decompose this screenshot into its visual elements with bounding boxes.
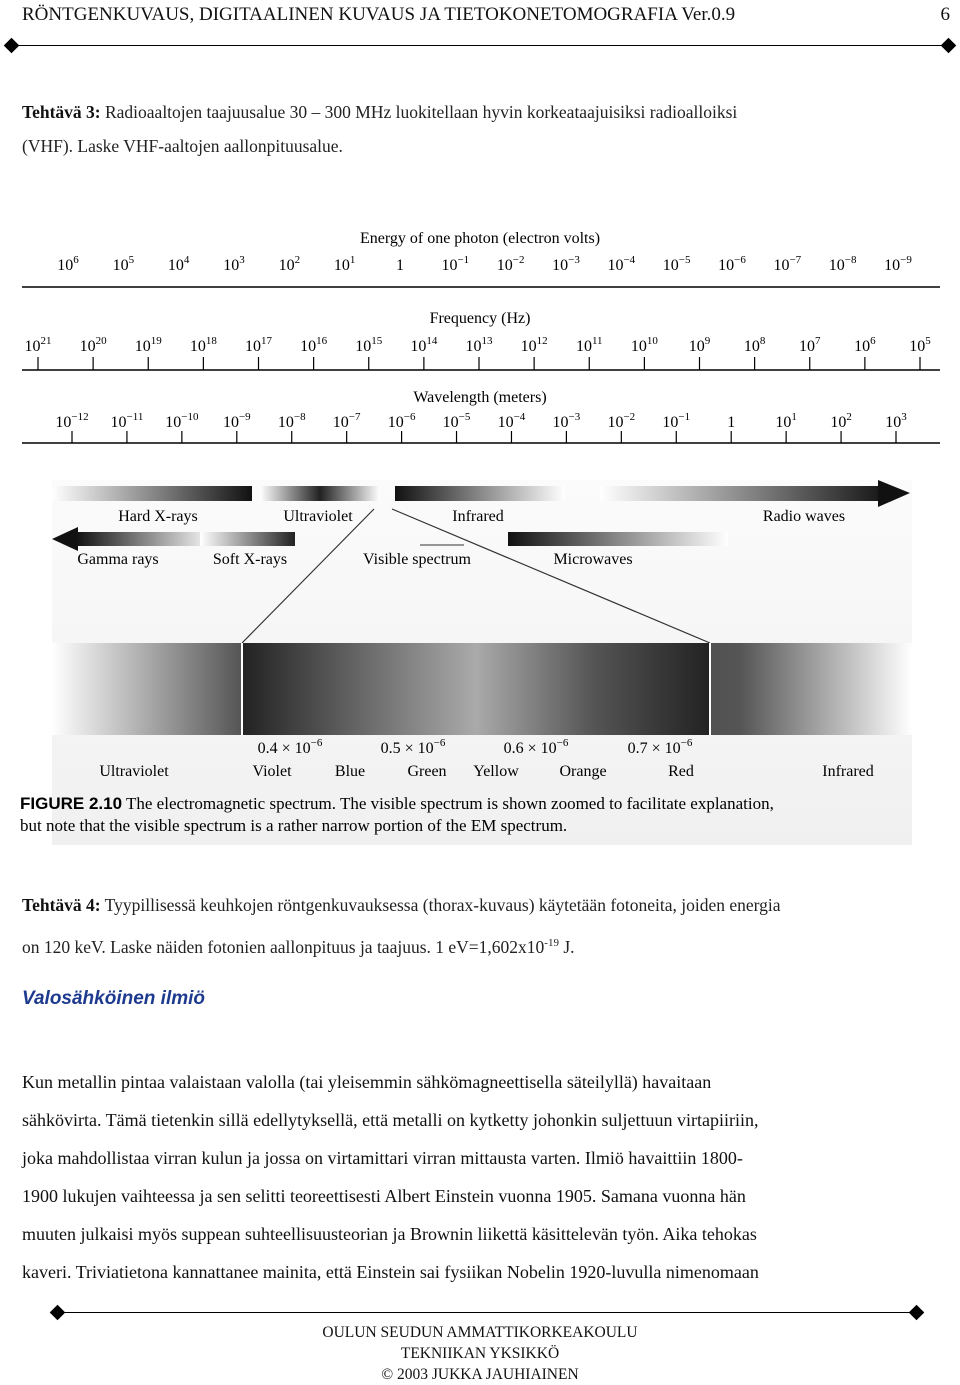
frequency-tick-label-exponent: 8 xyxy=(759,335,766,347)
footer-institution: OULUN SEUDUN AMMATTIKORKEAKOULU xyxy=(322,1324,638,1341)
frequency-tick-label-base: 10 xyxy=(300,338,317,355)
wavelength-tick-label-exponent: −5 xyxy=(458,411,471,423)
microwaves-bar xyxy=(508,532,728,546)
task3-paragraph xyxy=(22,93,942,165)
wavelength-tick-label-exponent: −12 xyxy=(71,411,89,423)
frequency-tick-label-base: 10 xyxy=(575,338,592,355)
wavelength-tick-label-exponent: −9 xyxy=(238,411,251,423)
energy-tick-label xyxy=(718,254,746,274)
energy-tick-label-base: 10 xyxy=(884,257,901,274)
zoom-color-label: Ultraviolet xyxy=(99,763,169,780)
frequency-tick-label-exponent: 18 xyxy=(205,335,217,347)
energy-tick-label-base: 10 xyxy=(773,257,790,274)
frequency-tick-label-exponent: 19 xyxy=(150,335,162,347)
page-footer xyxy=(0,1322,960,1385)
energy-tick-label-exponent: 4 xyxy=(183,254,190,266)
frequency-tick-label-exponent: 5 xyxy=(925,335,931,347)
frequency-tick-label xyxy=(245,335,273,355)
wavelength-tick-label xyxy=(830,411,852,431)
task3-label: Tehtävä 3: xyxy=(22,102,101,122)
wavelength-tick-label xyxy=(165,411,199,431)
zoom-color-label: Yellow xyxy=(473,763,519,780)
frequency-tick-label xyxy=(576,335,603,355)
energy-tick-label-exponent: 3 xyxy=(239,254,245,266)
frequency-tick-label xyxy=(135,335,163,355)
frequency-tick-label-exponent: 10 xyxy=(646,335,658,347)
frequency-tick-label xyxy=(466,335,494,355)
energy-tick-label-base: 10 xyxy=(662,257,679,274)
wavelength-tick-label-exponent: 3 xyxy=(901,411,907,423)
rule-right-diamond xyxy=(941,38,957,54)
frequency-tick-label xyxy=(689,335,711,355)
band-label-microwaves: Microwaves xyxy=(553,551,633,568)
wavelength-tick-label-base: 10 xyxy=(222,414,239,431)
wavelength-tick-label xyxy=(727,414,735,431)
energy-tick-label xyxy=(168,254,190,274)
zoom-color-label: Red xyxy=(668,763,694,780)
energy-tick-label-exponent: −4 xyxy=(623,254,636,266)
frequency-tick-label-exponent: 16 xyxy=(316,335,328,347)
page-number: 6 xyxy=(940,4,950,25)
frequency-tick-label-base: 10 xyxy=(189,338,206,355)
frequency-tick-marks xyxy=(38,357,920,370)
hard-xrays-bar xyxy=(52,486,252,501)
energy-tick-label-base: 10 xyxy=(718,257,735,274)
energy-tick-label-exponent: 2 xyxy=(294,254,301,266)
frequency-tick-label xyxy=(355,335,383,355)
wavelength-tick-label xyxy=(498,411,526,431)
zoom-wavelength-exponent: −6 xyxy=(556,737,569,749)
body-line: 1900 lukujen vaihteessa ja sen selitti teoreettisesti Albert Einstein vuonna 1905. Samana vuonna hän xyxy=(22,1186,746,1206)
frequency-tick-label-exponent: 15 xyxy=(371,335,383,347)
frequency-axis-title: Frequency (Hz) xyxy=(429,310,531,327)
energy-tick-label-exponent: −9 xyxy=(900,254,912,266)
frequency-tick-label-base: 10 xyxy=(688,338,705,355)
frequency-tick-label-exponent: 21 xyxy=(40,335,52,347)
zoom-wavelength-base: 0.7 × 10 xyxy=(627,740,681,757)
energy-tick-label-base: 10 xyxy=(333,257,350,274)
frequency-tick-label-base: 10 xyxy=(355,338,372,355)
energy-tick-label-exponent: −3 xyxy=(568,254,580,266)
wavelength-tick-label xyxy=(775,411,797,431)
ultraviolet-bar xyxy=(260,486,380,501)
zoom-wavelength-exponent: −6 xyxy=(433,737,446,749)
wavelength-tick-label-exponent: −1 xyxy=(678,411,691,423)
energy-tick-label-exponent: 6 xyxy=(73,254,79,266)
wavelength-tick-label xyxy=(55,411,88,431)
zoom-wavelength-base: 0.6 × 10 xyxy=(503,740,557,757)
energy-tick-label-base: 10 xyxy=(57,257,74,274)
wavelength-tick-label-base: 10 xyxy=(277,414,294,431)
energy-tick-label-exponent: −2 xyxy=(512,254,525,266)
wavelength-tick-label-base: 10 xyxy=(110,414,127,431)
energy-tick-label xyxy=(441,254,469,274)
footer-rule xyxy=(58,1312,916,1313)
frequency-tick-label-base: 10 xyxy=(465,338,482,355)
task4-exponent: -19 xyxy=(544,937,559,949)
wavelength-tick-label xyxy=(388,411,416,431)
frequency-tick-label-exponent: 17 xyxy=(261,335,272,347)
footer-copyright: © 2003 JUKKA JAUHIAINEN xyxy=(381,1366,579,1383)
task4-label: Tehtävä 4: xyxy=(22,895,101,915)
energy-tick-label xyxy=(884,254,912,274)
page-header xyxy=(22,4,950,26)
band-label-soft-xrays: Soft X-rays xyxy=(212,551,288,568)
zoom-color-label: Green xyxy=(407,763,447,780)
band-label-ultraviolet: Ultraviolet xyxy=(283,508,353,525)
energy-tick-label-base: 10 xyxy=(496,257,513,274)
footer-unit: TEKNIIKAN YKSIKKÖ xyxy=(400,1345,560,1362)
zoom-color-label: Infrared xyxy=(822,763,874,780)
energy-tick-label-exponent: 1 xyxy=(349,254,356,266)
em-spectrum-figure xyxy=(0,215,960,845)
infrared-bar xyxy=(395,486,565,501)
band-label-infrared: Infrared xyxy=(452,508,504,525)
band-label-visible-spectrum: Visible spectrum xyxy=(363,551,471,568)
body-line: kaveri. Triviatietona kannattanee mainita, että Einstein sai fysiikan Nobelin 1920-luvulla nimenomaan xyxy=(22,1262,759,1282)
figure-caption-line1 xyxy=(20,794,774,813)
energy-tick-label-base: 10 xyxy=(167,257,184,274)
soft-xrays-bar xyxy=(200,532,295,546)
wavelength-tick-label-base: 10 xyxy=(662,414,679,431)
wavelength-tick-label-base: 10 xyxy=(830,414,847,431)
frequency-tick-label-base: 10 xyxy=(799,338,815,355)
frequency-tick-label xyxy=(909,335,931,355)
wavelength-axis-title: Wavelength (meters) xyxy=(413,389,547,406)
wavelength-tick-label xyxy=(662,411,690,431)
wavelength-tick-label-base: 10 xyxy=(885,414,902,431)
wavelength-tick-label-base: 10 xyxy=(55,414,72,431)
wavelength-tick-label-base: 10 xyxy=(165,414,182,431)
section-heading: Valosähköinen ilmiö xyxy=(22,988,206,1009)
task4-text-1: Tyypillisessä keuhkojen röntgenkuvauksessa (thorax-kuvaus) käytetään fotoneita, joiden energia xyxy=(100,895,781,915)
frequency-tick-label xyxy=(521,335,548,355)
energy-tick-label-exponent: −6 xyxy=(734,254,746,266)
wavelength-tick-label-exponent: 2 xyxy=(846,411,852,423)
energy-tick-label-base: 10 xyxy=(223,257,240,274)
frequency-tick-label-base: 10 xyxy=(245,338,261,355)
band-label-radio-waves: Radio waves xyxy=(762,508,846,525)
frequency-tick-label xyxy=(25,335,52,355)
energy-tick-label xyxy=(552,254,580,274)
footer-rule-right-diamond xyxy=(909,1305,925,1321)
frequency-tick-label xyxy=(190,335,218,355)
frequency-tick-label xyxy=(854,335,876,355)
frequency-tick-label xyxy=(410,335,438,355)
wavelength-tick-label-base: 10 xyxy=(775,414,792,431)
task4-text-2b: J. xyxy=(558,936,575,957)
band-label-hard-xrays: Hard X-rays xyxy=(118,508,198,525)
wavelength-tick-label xyxy=(607,411,635,431)
wavelength-tick-label-exponent: −2 xyxy=(623,411,636,423)
energy-tick-label xyxy=(497,254,525,274)
wavelength-tick-label-exponent: −10 xyxy=(181,411,199,423)
body-line: sähkövirta. Tämä tietenkin sillä edellytyksellä, että metalli on kytketty johonkin suljettuun virtapiiriin, xyxy=(22,1110,759,1130)
frequency-tick-label xyxy=(799,335,821,355)
frequency-tick-label-base: 10 xyxy=(909,338,926,355)
energy-tick-label xyxy=(279,254,301,274)
wavelength-tick-label-exponent: −7 xyxy=(348,411,361,423)
zoom-wavelength-exponent: −6 xyxy=(680,737,693,749)
frequency-tick-label xyxy=(744,335,766,355)
frequency-tick-label-exponent: 14 xyxy=(426,335,438,347)
body-paragraph xyxy=(22,1063,942,1291)
energy-tick-label xyxy=(607,254,635,274)
energy-axis-title: Energy of one photon (electron volts) xyxy=(359,230,601,247)
energy-tick-label xyxy=(829,254,857,274)
frequency-tick-label-exponent: 6 xyxy=(870,335,876,347)
energy-tick-label-base: 10 xyxy=(441,257,458,274)
frequency-tick-label-base: 10 xyxy=(79,338,96,355)
energy-tick-label xyxy=(334,254,356,274)
wavelength-tick-label-base: 10 xyxy=(387,414,404,431)
energy-tick-label xyxy=(773,254,801,274)
header-rule xyxy=(12,45,948,46)
task4-text-2 xyxy=(22,924,942,966)
frequency-tick-label-base: 10 xyxy=(24,338,41,355)
task4-paragraph xyxy=(22,886,942,966)
wavelength-tick-label-exponent: −11 xyxy=(126,411,144,423)
wavelength-tick-label-base: 10 xyxy=(497,414,514,431)
figure-caption-text1: The electromagnetic spectrum. The visible spectrum is shown zoomed to facilitate explanation, xyxy=(122,794,774,813)
frequency-tick-label-base: 10 xyxy=(630,338,647,355)
frequency-tick-label-exponent: 20 xyxy=(95,335,107,347)
wavelength-tick-label-exponent: −8 xyxy=(293,411,306,423)
wavelength-tick-label xyxy=(278,411,306,431)
wavelength-tick-label-base: 1 xyxy=(727,414,736,431)
wavelength-tick-label xyxy=(443,411,471,431)
task3-text-1: Radioaaltojen taajuusalue 30 – 300 MHz luokitellaan hyvin korkeataajuisiksi radioalloiksi xyxy=(100,102,738,122)
band-label-gamma-rays: Gamma rays xyxy=(77,551,159,568)
frequency-tick-label-base: 10 xyxy=(743,338,760,355)
body-line: Kun metallin pintaa valaistaan valolla (tai yleisemmin sähkömagneettisella säteilyllä) havaitaan xyxy=(22,1072,712,1092)
energy-tick-label-base: 10 xyxy=(552,257,569,274)
wavelength-tick-label-exponent: −6 xyxy=(403,411,416,423)
energy-tick-label-base: 10 xyxy=(278,257,295,274)
frequency-tick-label-base: 10 xyxy=(854,338,871,355)
frequency-tick-label-exponent: 7 xyxy=(815,335,821,347)
frequency-tick-label xyxy=(631,335,659,355)
energy-tick-label-base: 1 xyxy=(396,257,404,274)
energy-tick-label xyxy=(57,254,79,274)
task3-text-2: (VHF). Laske VHF-aaltojen aallonpituusalue. xyxy=(22,136,343,156)
energy-tick-label xyxy=(396,257,404,274)
zoom-wavelength-base: 0.4 × 10 xyxy=(257,740,311,757)
radio-waves-bar xyxy=(600,486,890,501)
zoom-wavelength-exponent: −6 xyxy=(310,737,323,749)
zoom-color-label: Blue xyxy=(334,763,366,780)
visible-spectrum-band xyxy=(242,643,710,735)
wavelength-tick-label xyxy=(111,411,144,431)
wavelength-tick-label xyxy=(885,411,907,431)
energy-tick-label-exponent: −7 xyxy=(789,254,802,266)
energy-tick-label-base: 10 xyxy=(828,257,845,274)
energy-tick-label-base: 10 xyxy=(607,257,624,274)
wavelength-tick-label-exponent: 1 xyxy=(791,411,797,423)
frequency-tick-label-base: 10 xyxy=(520,338,537,355)
frequency-tick-label-base: 10 xyxy=(134,338,151,355)
frequency-tick-label-exponent: 12 xyxy=(536,335,548,347)
figure-caption-label: FIGURE 2.10 xyxy=(20,794,123,813)
body-line: joka mahdollistaa virran kulun ja jossa on virtamittari virran mittausta varten. Ilmiö havaittiin 1800- xyxy=(22,1148,743,1168)
frequency-tick-label-exponent: 9 xyxy=(704,335,711,347)
gamma-rays-bar xyxy=(76,532,216,546)
energy-tick-label-exponent: −1 xyxy=(457,254,470,266)
task4-text-2a: on 120 keV. Laske näiden fotonien aallonpituus ja taajuus. 1 eV=1,602x10 xyxy=(22,936,545,957)
wavelength-tick-label-exponent: −3 xyxy=(568,411,581,423)
frequency-tick-label xyxy=(80,335,108,355)
wavelength-tick-marks xyxy=(72,431,896,443)
zoom-color-label: Orange xyxy=(559,763,607,780)
wavelength-tick-label-exponent: −4 xyxy=(513,411,526,423)
wavelength-tick-label xyxy=(223,411,251,431)
energy-tick-label xyxy=(223,254,245,274)
wavelength-tick-label xyxy=(333,411,361,431)
energy-tick-label-exponent: 5 xyxy=(128,254,135,266)
frequency-tick-label-exponent: 11 xyxy=(591,335,603,347)
energy-tick-label xyxy=(663,254,691,274)
document-title: RÖNTGENKUVAUS, DIGITAALINEN KUVAUS JA TIETOKONETOMOGRAFIA Ver.0.9 xyxy=(22,4,736,25)
figure-caption-line2: but note that the visible spectrum is a rather narrow portion of the EM spectrum. xyxy=(20,816,568,835)
wavelength-tick-label-base: 10 xyxy=(332,414,349,431)
wavelength-tick-label xyxy=(553,411,581,431)
wavelength-tick-labels xyxy=(55,411,907,431)
energy-tick-label xyxy=(113,254,135,274)
frequency-tick-label-exponent: 13 xyxy=(481,335,493,347)
wavelength-tick-label-base: 10 xyxy=(552,414,569,431)
energy-tick-label-base: 10 xyxy=(112,257,129,274)
energy-tick-label-exponent: −8 xyxy=(844,254,857,266)
frequency-tick-labels xyxy=(25,335,932,355)
wavelength-tick-label-base: 10 xyxy=(442,414,459,431)
energy-tick-label-exponent: −5 xyxy=(678,254,691,266)
frequency-tick-label-base: 10 xyxy=(410,338,427,355)
frequency-tick-label xyxy=(300,335,328,355)
body-line: muuten julkaisi myös suppean suhteellisuusteorian ja Brownin liikettä käsittelevän työn. Aika tehokas xyxy=(22,1224,757,1244)
zoom-wavelength-base: 0.5 × 10 xyxy=(380,740,434,757)
zoom-color-label: Violet xyxy=(252,763,292,780)
energy-tick-labels xyxy=(57,254,912,274)
wavelength-tick-label-base: 10 xyxy=(607,414,624,431)
